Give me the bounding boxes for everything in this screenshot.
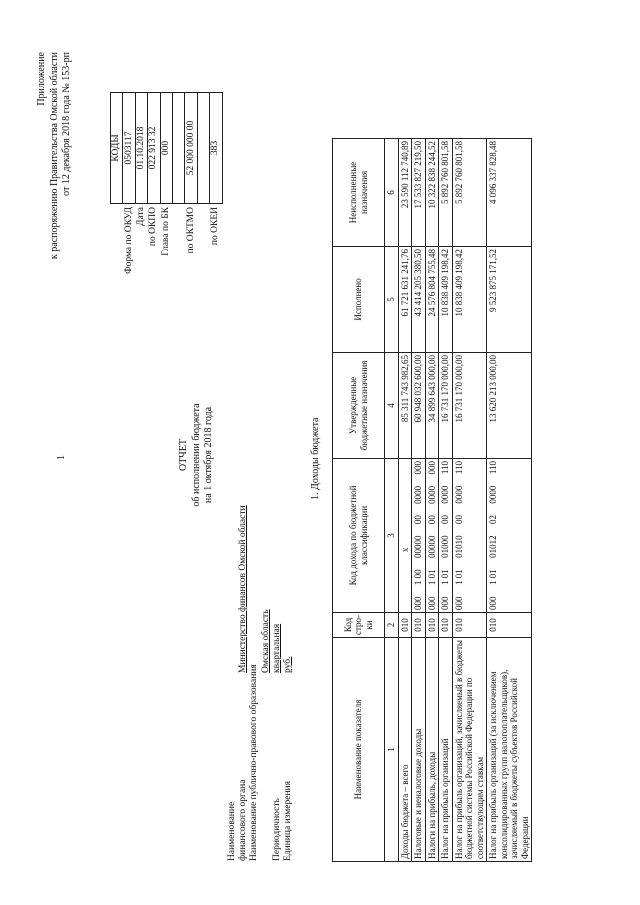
appendix-line: от 12 декабря 2018 года № 153-рп <box>61 52 72 196</box>
row-name: Налоговые и неналоговые доходы <box>412 638 426 862</box>
code-value <box>172 93 184 204</box>
row-approved: 16 731 170 000,00 <box>452 352 487 458</box>
label-periodicity: Периодичность <box>272 798 282 861</box>
row-line-code: 010 <box>487 612 532 637</box>
col-header: Утвержденные бюджетные назначения <box>333 352 385 458</box>
code-value: 52 000 000 00 <box>185 93 197 204</box>
income-table <box>332 138 532 862</box>
row-kbk <box>425 458 439 612</box>
kbk-part: 00 <box>453 514 464 524</box>
label-fin-org-1: Наименование <box>227 801 237 861</box>
report-title <box>178 335 216 575</box>
kbk-part: 000 <box>453 596 464 610</box>
label-fin-org-2: финансового органа <box>238 779 248 861</box>
row-unexecuted: 5 892 760 801,58 <box>452 138 487 246</box>
fin-org-value: Министерство финансов Омской области <box>238 505 248 673</box>
col-number: 2 <box>385 612 399 637</box>
kbk-part: 00000 <box>413 535 423 559</box>
title-line: ОТЧЕТ <box>178 438 189 472</box>
code-label <box>197 204 209 311</box>
kbk-part: 1 01 <box>488 569 498 586</box>
table-row <box>412 138 426 861</box>
row-approved: 60 948 032 600,00 <box>412 352 426 458</box>
codes-table <box>110 92 223 310</box>
kbk-part: 000 <box>426 460 437 475</box>
row-name: Налог на прибыль организаций (за исключением консолидированных групп налогоплательщиков), зачисляемый в бюджеты субъектов Российской Федерации <box>487 638 532 862</box>
kbk-part: 00 <box>426 515 437 525</box>
kbk-part: 000 <box>488 596 498 610</box>
col-header: Наименование показателя <box>333 638 385 862</box>
row-name: Налог на прибыль организаций, зачисляемый в бюджеты бюджетной системы Российской Федерации по соответствующим ставкам <box>452 638 487 862</box>
kbk-part: 1 01 <box>453 569 464 586</box>
section-title: 1. Доходы бюджета <box>310 417 321 500</box>
periodicity-value: квартальная <box>272 623 282 673</box>
kbk-part: 0000 <box>488 485 498 504</box>
codes-header: КОДЫ <box>111 93 123 204</box>
pub-entity-value: Омская область <box>261 609 271 673</box>
row-line-code: 010 <box>398 612 412 637</box>
kbk-part: 01010 <box>453 535 464 558</box>
col-header: Исполнено <box>333 246 385 352</box>
row-name: Налог на прибыль организаций <box>439 638 453 862</box>
table-row <box>398 138 412 861</box>
code-label: по ОКТМО <box>185 207 196 254</box>
row-approved: 85 311 743 982,65 <box>398 352 412 458</box>
kbk-part: 000 <box>413 596 423 610</box>
kbk-part: 1 00 <box>413 569 423 586</box>
row-unexecuted: 5 892 760 801,58 <box>439 138 453 246</box>
table-row <box>425 138 439 861</box>
unit-value: руб. <box>283 656 293 673</box>
row-line-code: 010 <box>425 612 439 637</box>
row-approved: 16 731 170 000,00 <box>439 352 453 458</box>
kbk-part: 00 <box>413 515 423 525</box>
kbk-part: 00 <box>440 514 450 524</box>
appendix-block <box>36 52 74 259</box>
row-name: Налоги на прибыль, доходы <box>425 638 439 862</box>
code-label: Дата <box>135 207 146 226</box>
kbk-part: 0000 <box>426 485 437 504</box>
row-executed: 10 838 409 198,42 <box>452 246 487 352</box>
kbk-part: 000 <box>440 596 450 610</box>
kbk-part: х <box>399 547 410 553</box>
page-number: 1 <box>56 455 67 460</box>
row-executed: 10 838 409 198,42 <box>439 246 453 352</box>
label-pub-entity: Наименование публично-правового образования <box>249 664 259 861</box>
row-executed: 24 576 804 755,48 <box>425 246 439 352</box>
code-label: по ОКПО <box>148 207 159 247</box>
row-name: Доходы бюджета – всего <box>398 638 412 862</box>
kbk-part: 110 <box>453 461 464 475</box>
row-line-code: 010 <box>439 612 453 637</box>
row-executed: 43 414 205 380,50 <box>412 246 426 352</box>
kbk-part: 02 <box>488 514 498 524</box>
col-number: 1 <box>385 638 399 862</box>
row-unexecuted: 23 590 112 740,89 <box>398 138 412 246</box>
kbk-part: 1 01 <box>440 569 450 586</box>
col-number: 4 <box>385 352 399 458</box>
title-line: на 1 октября 2018 года <box>203 406 214 504</box>
code-value: 000 <box>160 93 172 204</box>
kbk-part: 01000 <box>440 535 450 558</box>
table-row <box>452 138 487 861</box>
col-number: 6 <box>385 138 399 246</box>
row-approved: 13 620 213 000,00 <box>487 352 532 458</box>
col-header: Код дохода по бюджетной классификации <box>333 458 385 612</box>
kbk-part: 0000 <box>440 485 450 504</box>
code-value: 01.10.2018 <box>135 93 147 204</box>
row-executed: 61 721 631 241,76 <box>398 246 412 352</box>
code-value: 022 913 32 <box>148 93 160 204</box>
row-unexecuted: 4 096 337 828,48 <box>487 138 532 246</box>
row-line-code: 010 <box>452 612 487 637</box>
kbk-part: 000 <box>426 596 437 610</box>
kbk-part: 000 <box>413 460 423 475</box>
row-executed: 9 523 875 171,52 <box>487 246 532 352</box>
row-approved: 34 899 643 000,00 <box>425 352 439 458</box>
kbk-part: 110 <box>488 461 498 475</box>
kbk-part: 00000 <box>426 535 437 559</box>
row-unexecuted: 10 322 838 244,52 <box>425 138 439 246</box>
table-row <box>487 138 532 861</box>
code-value <box>197 93 209 204</box>
col-header: Код стро-ки <box>333 612 385 637</box>
kbk-part: 01012 <box>488 535 498 558</box>
code-label: по ОКЕИ <box>210 207 221 246</box>
appendix-line: Приложение <box>36 52 47 106</box>
label-unit: Единица измерения <box>283 781 293 861</box>
row-kbk <box>412 458 426 612</box>
code-label <box>172 204 184 311</box>
title-line: об исполнении бюджета <box>190 403 202 507</box>
col-number: 5 <box>385 246 399 352</box>
code-label: Глава по БК <box>160 207 171 256</box>
row-line-code: 010 <box>412 612 426 637</box>
kbk-part: 1 01 <box>426 569 437 586</box>
col-header: Неисполненные назначения <box>333 138 385 246</box>
row-kbk <box>452 458 487 612</box>
code-value: 0503117 <box>123 93 135 204</box>
row-unexecuted: 17 533 827 219,50 <box>412 138 426 246</box>
table-row <box>439 138 453 861</box>
row-kbk <box>487 458 532 612</box>
kbk-part: 110 <box>440 461 450 475</box>
code-label: Форма по ОКУД <box>123 207 134 274</box>
row-kbk <box>439 458 453 612</box>
code-value: 383 <box>210 93 222 204</box>
col-number: 3 <box>385 458 399 612</box>
row-kbk <box>398 458 412 612</box>
kbk-part: 0000 <box>413 485 423 504</box>
appendix-line: к распоряжению Правительства Омской области <box>48 52 60 260</box>
kbk-part: 0000 <box>453 485 464 504</box>
